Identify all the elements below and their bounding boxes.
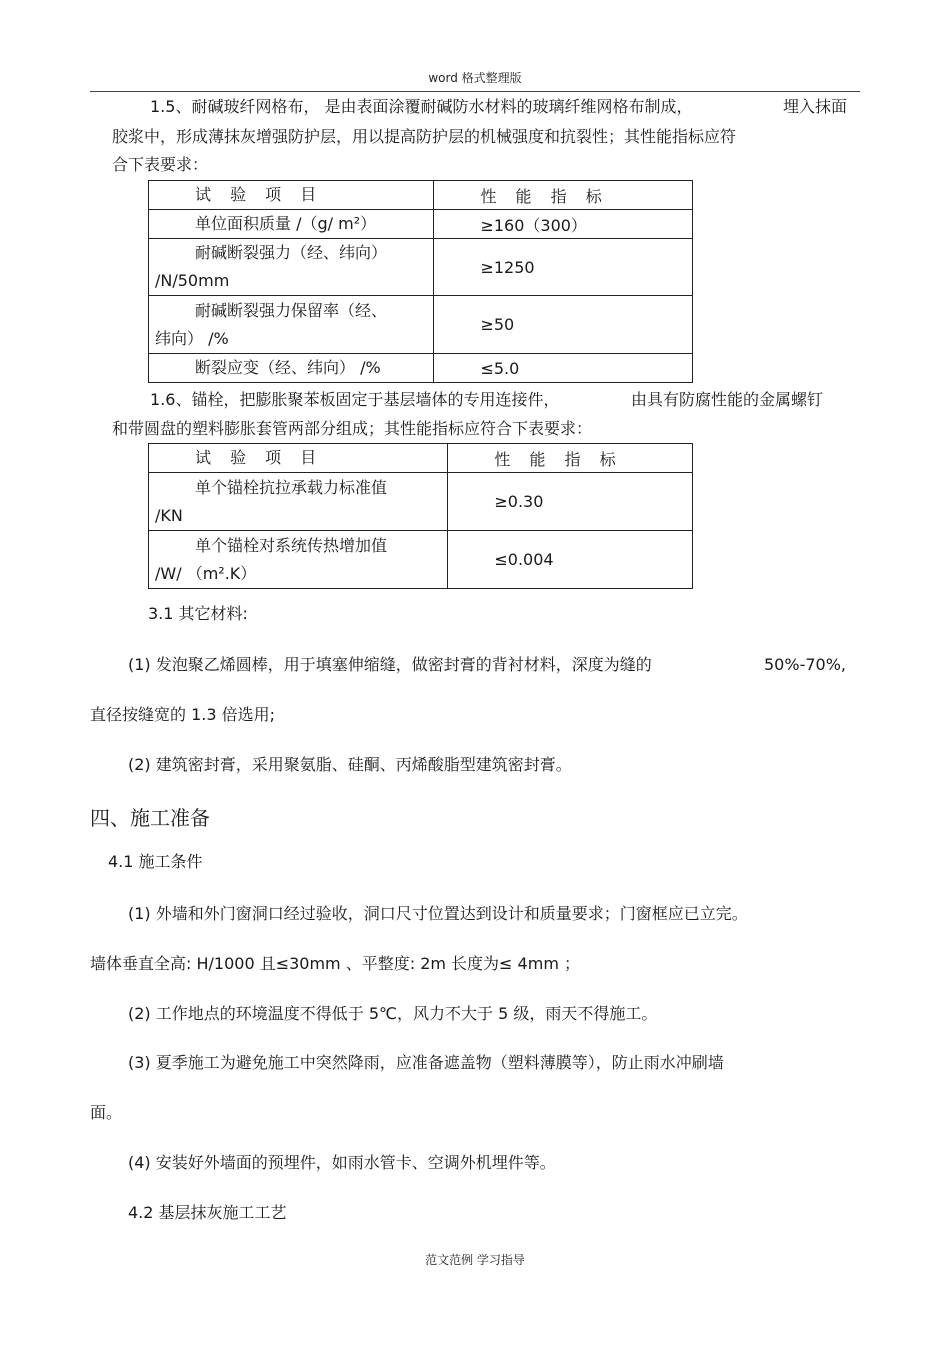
section-4-2-title: 4.2 基层抹灰施工工艺 [128,1203,287,1222]
mesh-spec-table [148,180,693,383]
table-head-value: 性 能 指 标 [480,186,602,206]
row-value: ≥160（300） [434,210,693,239]
page-header: word 格式整理版 [428,71,522,85]
table-row [149,473,693,531]
table-head-item: 试 验 项 目 [195,185,317,204]
table-head-value: 性 能 指 标 [494,449,616,469]
table-row [149,531,693,589]
table-row [149,296,693,354]
table-header-row [149,181,693,210]
section-4-1-title: 4.1 施工条件 [108,852,203,871]
row-item-unit: /KN [155,505,183,525]
row-item-unit: /W/ （m².K） [155,563,257,583]
item-4-1-3-line2: 面。 [90,1103,123,1122]
section-4-title: 四、施工准备 [90,806,210,830]
item-3-1-1-line2: 直径按缝宽的 1.3 倍选用; [90,705,276,724]
item-4-1-2: (2) 工作地点的环境温度不得低于 5℃，风力不大于 5 级，雨天不得施工。 [128,1004,658,1023]
item-4-1-3-line1: (3) 夏季施工为避免施工中突然降雨，应准备遮盖物（塑料薄膜等），防止雨水冲刷墙 [128,1053,724,1072]
row-value: ≤0.004 [448,531,693,589]
para-1-6-line1b: 由具有防腐性能的金属螺钉 [631,390,824,409]
row-value: ≥0.30 [448,473,693,531]
item-3-1-1-line1a: (1) 发泡聚乙烯圆棒，用于填塞伸缩缝，做密封膏的背衬材料，深度为缝的 [128,655,652,674]
para-1-5-line1a: 1.5、耐碱玻纤网格布， 是由表面涂覆耐碱防水材料的玻璃纤维网格布制成， [150,97,693,116]
row-value: ≥50 [434,296,693,354]
item-4-1-4: (4) 安装好外墙面的预埋件，如雨水管卡、空调外机埋件等。 [128,1153,556,1172]
row-item: 单个锚栓对系统传热增加值 [195,535,388,555]
anchor-spec-table [148,443,693,589]
item-4-1-1-line1: (1) 外墙和外门窗洞口经过验收，洞口尺寸位置达到设计和质量要求；门窗框应已立完。 [128,904,748,923]
item-3-1-1-line1b: 50%-70%, [764,655,846,674]
section-3-1-title: 3.1 其它材料: [148,604,248,623]
table-header-row [149,444,693,473]
header-rule [90,91,860,92]
row-item: 断裂应变（经、纬向） /% [195,358,381,377]
table-row [149,354,693,383]
row-value: ≤5.0 [434,354,693,383]
table-row [149,239,693,296]
row-item: 单位面积质量 /（g/ m²） [195,214,377,233]
row-item: 耐碱断裂强力保留率（经、 [195,300,388,320]
row-item-unit: 纬向） /% [155,328,229,348]
para-1-5-line1b: 埋入抹面 [783,97,848,116]
item-3-1-2: (2) 建筑密封膏，采用聚氨脂、硅酮、丙烯酸脂型建筑密封膏。 [128,755,572,774]
row-item: 耐碱断裂强力（经、纬向） [195,243,388,262]
para-1-6-line2: 和带圆盘的塑料膨胀套管两部分组成；其性能指标应符合下表要求： [112,419,593,438]
row-item: 单个锚栓抗拉承载力标准值 [195,477,388,497]
para-1-6-line1a: 1.6、锚栓，把膨胀聚苯板固定于基层墙体的专用连接件， [150,390,560,409]
table-head-item: 试 验 项 目 [195,448,317,467]
para-1-5-line3: 合下表要求： [112,155,209,174]
row-item-unit: /N/50mm [155,271,230,290]
para-1-5-line2: 胶浆中，形成薄抹灰增强防护层，用以提高防护层的机械强度和抗裂性；其性能指标应符 [112,127,737,146]
table-row [149,210,693,239]
row-value: ≥1250 [434,239,693,296]
item-4-1-1-line2: 墙体垂直全高: H/1000 且≤30mm 、平整度: 2m 长度为≤ 4mm ； [90,954,580,973]
page-footer: 范文范例 学习指导 [425,1253,525,1267]
